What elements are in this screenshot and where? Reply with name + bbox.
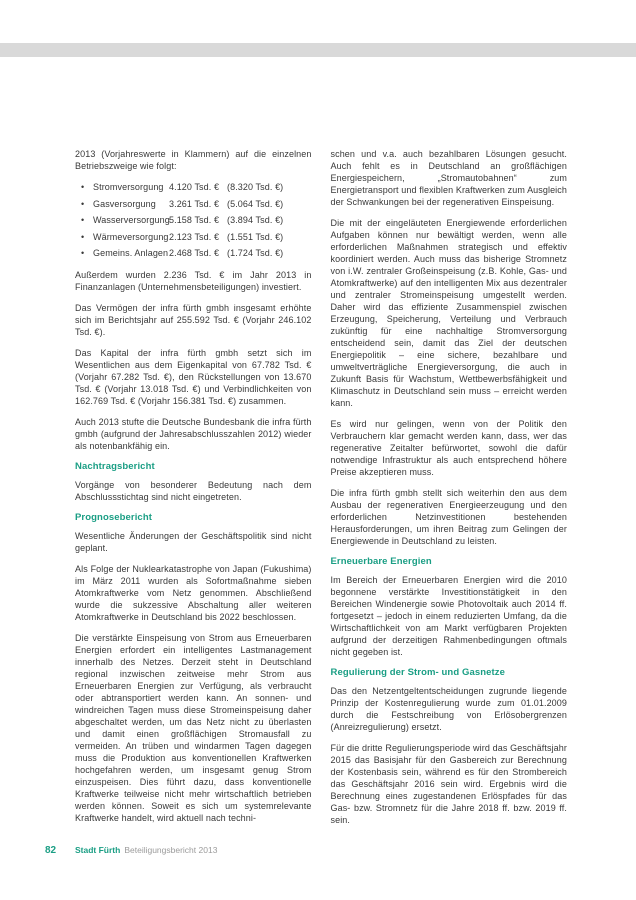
- paragraph: Im Bereich der Erneuerbaren Energien wird die 2010 begonnene verstärkte Investitionstätigkeit in den Bereichen Windenergie sowie Photovoltaik auch 2014 ff. fortgesetzt – jedoch in einem reduzierten Umfang, da die Wirtschaftlichkeit von am Markt verfügbaren Projekten aufgrund der derzeitigen Rahmenbedingungen oftmals nicht gegeben ist.: [330, 575, 567, 657]
- right-column: [331, 148, 568, 835]
- paragraph: Das Vermögen der infra fürth gmbh insgesamt erhöhte sich im Berichtsjahr auf 255.592 Tsd. € (Vorjahr 246.102 Tsd. €).: [75, 303, 312, 337]
- bullet-prior-year-value: (1.724 Tsd. €): [227, 248, 284, 258]
- bullet-item: [75, 214, 312, 226]
- section-heading: Prognosebericht: [75, 512, 152, 523]
- bullet-item: [75, 231, 312, 243]
- footer-publisher: Stadt Fürth: [75, 845, 121, 855]
- bullet-value: 2.123 Tsd. €: [169, 231, 220, 242]
- paragraph: Die verstärkte Einspeisung von Strom aus Erneuerbaren Energien erfordert ein intelligentes Lastmanagement innerhalb des Netzes. Derzeit steht in Deutschland regional inzwischen zeitweise mehr Strom aus Erneuerbaren Energien zur Verfügung, als verbraucht oder abtransportiert werden kann. An sonnen- und windreichen Tagen muss diese Stromeinspeisung daher abgeschaltet werden, um das Netz nicht zu überlasten und damit einen großflächigen Stromausfall zu vermeiden. An trüben und windarmen Tagen dagegen muss die Produktion aus konventionellen Kraftwerken hochgefahren werden, um insgesamt genug Strom einzuspeisen. Dies führt dazu, dass konventionelle Kraftwerke teilweise nicht mehr wirtschaftlich betrieben werden können. Soweit es sich um systemrelevante Kraftwerke handelt, wird aktuell nach techni-: [75, 633, 312, 823]
- paragraph: Das Kapital der infra fürth gmbh setzt sich im Wesentlichen aus dem Eigenkapital von 67.782 Tsd. € (Vorjahr 67.282 Tsd. €), den Rückstellungen von 13.670 Tsd. € (Vorjahr 13.018 Tsd. €) und Verbindlichkeiten von 162.769 Tsd. € (Vorjahr 156.381 Tsd. €) zusammen.: [75, 348, 312, 406]
- page-header-bar: [0, 43, 636, 57]
- bullet-value: 3.261 Tsd. €: [169, 198, 220, 209]
- page-footer: [45, 845, 217, 856]
- bullet-value: 5.158 Tsd. €: [169, 215, 220, 225]
- bullet-item: [75, 198, 312, 210]
- paragraph: schen und v.a. auch bezahlbaren Lösungen gesucht. Auch fehlt es in Deutschland an großflächigen Energiespeichern, „Stromautobahnen“ zum Energietransport und flexiblen Kraftwerken zum Ausgleich der Schwankungen bei der regenerativen Einspeisung.: [330, 149, 567, 207]
- left-column: [75, 148, 312, 835]
- section-heading: Erneuerbare Energien: [330, 556, 432, 567]
- bullet-value: 2.468 Tsd. €: [169, 248, 220, 258]
- bullet-prior-year-value: (3.894 Tsd. €): [227, 215, 284, 225]
- page-body: [75, 148, 567, 835]
- bullet-prior-year-value: (1.551 Tsd. €): [227, 231, 284, 242]
- bullet-value: 4.120 Tsd. €: [169, 182, 220, 192]
- paragraph: Als Folge der Nuklearkatastrophe von Japan (Fukushima) im März 2011 wurden als Sofortmaßnahme sieben Atomkraftwerke vom Netz genommen. Abschließend wurde die sukzessive Abschaltung aller weiteren Atomkraftwerke in Deutschland bis 2022 beschlossen.: [75, 564, 312, 622]
- bullet-icon: •: [81, 215, 85, 225]
- bullet-prior-year-value: (5.064 Tsd. €): [227, 198, 284, 209]
- paragraph: Außerdem wurden 2.236 Tsd. € im Jahr 2013 in Finanzanlagen (Unternehmensbeteiligungen) investiert.: [75, 270, 312, 292]
- bullet-icon: •: [81, 182, 85, 192]
- paragraph: Wesentliche Änderungen der Geschäftspolitik sind nicht geplant.: [75, 531, 312, 553]
- paragraph: Für die dritte Regulierungsperiode wird das Geschäftsjahr 2015 das Basisjahr für den Gasbereich zur Berechnung der Kostenbasis sein, während es für den Strombereich das Geschäftsjahr 2016 sein wird. Ergebnis wird die Berechnung eines zugestandenen Erlöspfades für das Gas- bzw. Stromnetz für die Jahre 2018 ff. bzw. 2019 ff. sein.: [330, 743, 567, 825]
- paragraph: 2013 (Vorjahreswerte in Klammern) auf die einzelnen Betriebszweige wie folgt:: [75, 149, 312, 171]
- bullet-label: Gasversorgung: [93, 198, 156, 209]
- section-heading: Regulierung der Strom- und Gasnetze: [330, 667, 506, 678]
- bullet-icon: •: [81, 231, 85, 242]
- section-heading: Nachtragsbericht: [75, 461, 155, 472]
- page-number: 82: [45, 845, 57, 856]
- bullet-item: [75, 247, 312, 259]
- paragraph: Das den Netzentgeltentscheidungen zugrunde liegende Prinzip der Kostenregulierung wurde zum 01.01.2009 durch die Festschreibung von Erlösobergrenzen (Anreizregulierung) ersetzt.: [330, 686, 567, 732]
- bullet-label: Wasserversorgung: [93, 215, 170, 225]
- footer-report-title: Beteiligungsbericht 2013: [124, 845, 218, 855]
- paragraph: Vorgänge von besonderer Bedeutung nach dem Abschlussstichtag sind nicht eingetreten.: [75, 480, 312, 502]
- bullet-prior-year-value: (8.320 Tsd. €): [227, 182, 284, 192]
- paragraph: Die infra fürth gmbh stellt sich weiterhin den aus dem Ausbau der regenerativen Energieerzeugung und den erforderlichen Netzinvestitionen bestehenden Herausforderungen, um ihren Beitrag zum Gelingen der Energiewende in Deutschland zu leisten.: [330, 488, 567, 546]
- paragraph: Auch 2013 stufte die Deutsche Bundesbank die infra fürth gmbh (aufgrund der Jahresabschlusszahlen 2012) wieder als notenbankfähig ein.: [75, 417, 312, 451]
- bullet-icon: •: [81, 198, 85, 209]
- bullet-icon: •: [81, 248, 85, 258]
- bullet-label: Stromversorgung: [93, 182, 164, 192]
- paragraph: Die mit der eingeläuteten Energiewende erforderlichen Aufgaben können nur bewältigt werden, wenn alle erforderlichen Maßnahmen strategisch und effektiv koordiniert werden. Auch muss das bisherige Stromnetz von i.W. zentraler Großeinspeisung (z.B. Kohle, Gas- und Atomkraftwerke) auf den intelligenten Mix aus dezentraler und zentraler Stromeinspeisung umgestellt werden. Daher wird das effiziente Zusammenspiel zwischen Erzeugung, Speicherung, Verteilung und Verbrauch zukünftig für eine nachhaltige Stromversorgung entscheidend sein, damit das Ziel der deutschen Energiepolitik – eine sichere, bezahlbare und umweltverträgliche Energieversorgung, die auch in Zukunft Basis für Wachstum, Wettbewerbsfähigkeit und Klimaschutz in Deutschland sein muss – erreicht werden kann.: [330, 218, 567, 408]
- bullet-item: [75, 181, 312, 193]
- paragraph: Es wird nur gelingen, wenn von der Politik den Verbrauchern klar gemacht werden kann, dass, wer das regenerative Zeitalter befürwortet, sowohl die dafür notwendige Infrastruktur als auch entsprechend höhere Preise akzeptieren muss.: [330, 419, 567, 477]
- bullet-label: Wärmeversorgung: [93, 231, 169, 242]
- bullet-label: Gemeins. Anlagen: [93, 248, 169, 258]
- bullet-list: [75, 181, 312, 259]
